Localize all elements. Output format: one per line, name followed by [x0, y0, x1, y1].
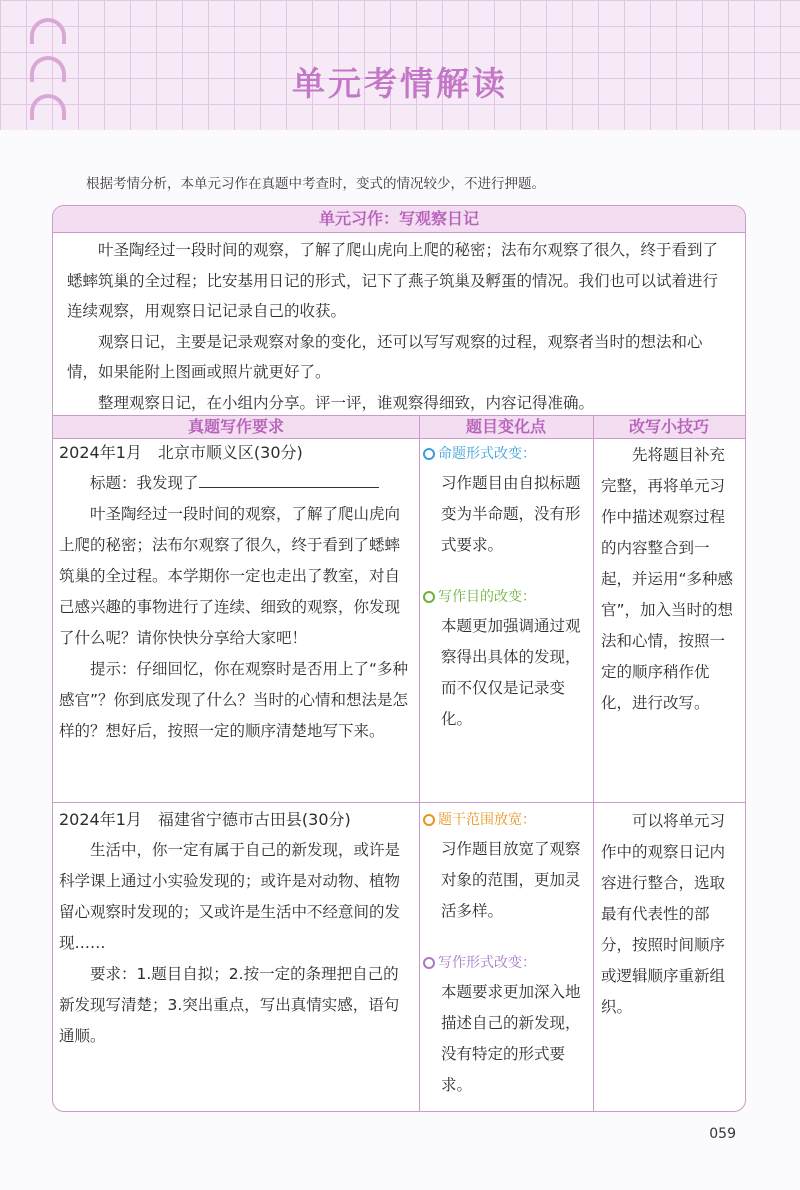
column-header: 真题写作要求	[187, 417, 284, 436]
exam-source: 2024年1月 北京市顺义区(30分)	[59, 443, 303, 462]
essay-requirements: 要求：1.题目自拟；2.按一定的条理把自己的新发现写清楚；3.突出重点，写出真情实感，语句通顺。	[59, 965, 400, 1045]
header-banner	[0, 0, 800, 130]
circle-bullet-icon	[423, 957, 435, 969]
circle-bullet-icon	[423, 448, 435, 460]
change-text: 本题要求更加深入地描述自己的新发现，没有特定的形式要求。	[441, 983, 581, 1094]
table-row-requirement	[59, 437, 411, 747]
essay-prompt: 叶圣陶经过一段时间的观察，了解了爬山虎向上爬的秘密；法布尔观察了很久，终于看到了蟋蟀筑巢的全过程。本学期你一定也走出了教室，对自己感兴趣的事物进行了连续、细致的观察，你发现了什么呢？请你快快分享给大家吧！	[59, 505, 401, 647]
essay-hint: 提示：仔细回忆，你在观察时是否用上了“多种感官”？你到底发现了什么？当时的心情和想法是怎样的？想好后，按照一定的顺序清楚地写下来。	[59, 660, 409, 740]
column-divider	[419, 415, 420, 1111]
page-title: 单元考情解读	[292, 64, 508, 103]
change-tag: 写作形式改变：	[423, 949, 589, 977]
column-divider	[593, 415, 594, 1111]
table-row-requirement	[59, 804, 411, 1052]
table-header	[53, 415, 745, 439]
rewrite-tip: 可以将单元习作中的观察日记内容进行整合，选取最有代表性的部分，按照时间顺序或逻辑顺序重新组织。	[601, 812, 726, 1016]
panel-text	[53, 233, 745, 418]
essay-prompt: 生活中，你一定有属于自己的新发现，或许是科学课上通过小实验发现的；或许是对动物、植物留心观察时发现的；又或许是生活中不经意间的发现……	[59, 841, 401, 952]
table-row-tip	[601, 806, 739, 1023]
rewrite-tip: 先将题目补充完整，再将单元习作中描述观察过程的内容整合到一起，并运用“多种感官”，加入当时的想法和心情，按照一定的顺序稍作优化，进行改写。	[601, 446, 734, 712]
change-text: 本题更加强调通过观察得出具体的发现，而不仅仅是记录变化。	[441, 617, 581, 728]
column-header: 题目变化点	[465, 417, 546, 436]
essay-title-line: 标题：我发现了	[59, 468, 411, 499]
table-row-changes	[423, 806, 589, 1101]
page-number: 059	[709, 1126, 736, 1142]
panel-heading: 单元习作：写观察日记	[53, 206, 745, 233]
panel-paragraph: 观察日记，主要是记录观察对象的变化，还可以写写观察的过程，观察者当时的想法和心情，如果能附上图画或照片就更好了。	[67, 332, 703, 381]
intro-text: 根据考情分析，本单元习作在真题中考查时，变式的情况较少，不进行押题。	[86, 176, 545, 192]
change-tag: 题干范围放宽：	[423, 806, 589, 834]
change-text: 习作题目由自拟标题变为半命题，没有形式要求。	[441, 474, 581, 554]
blank-line	[199, 471, 379, 488]
column-header: 改写小技巧	[628, 417, 709, 436]
exam-source: 2024年1月 福建省宁德市古田县(30分)	[59, 810, 351, 829]
circle-bullet-icon	[423, 814, 435, 826]
panel-paragraph: 叶圣陶经过一段时间的观察，了解了爬山虎向上爬的秘密；法布尔观察了很久，终于看到了蟋蟀筑巢的全过程；比安基用日记的形式，记下了燕子筑巢及孵蛋的情况。我们也可以试着进行连续观察，用观察日记记录自己的收获。	[67, 241, 719, 320]
unit-panel	[52, 205, 746, 1112]
table-row-tip	[601, 440, 739, 719]
binder-ring	[30, 18, 66, 44]
change-tag: 命题形式改变：	[423, 440, 589, 468]
change-text: 习作题目放宽了观察对象的范围，更加灵活多样。	[441, 840, 581, 920]
table-row-changes	[423, 440, 589, 735]
change-tag: 写作目的改变：	[423, 583, 589, 611]
circle-bullet-icon	[423, 591, 435, 603]
panel-paragraph: 整理观察日记，在小组内分享。评一评，谁观察得细致，内容记得准确。	[98, 393, 595, 412]
row-divider	[53, 802, 745, 803]
